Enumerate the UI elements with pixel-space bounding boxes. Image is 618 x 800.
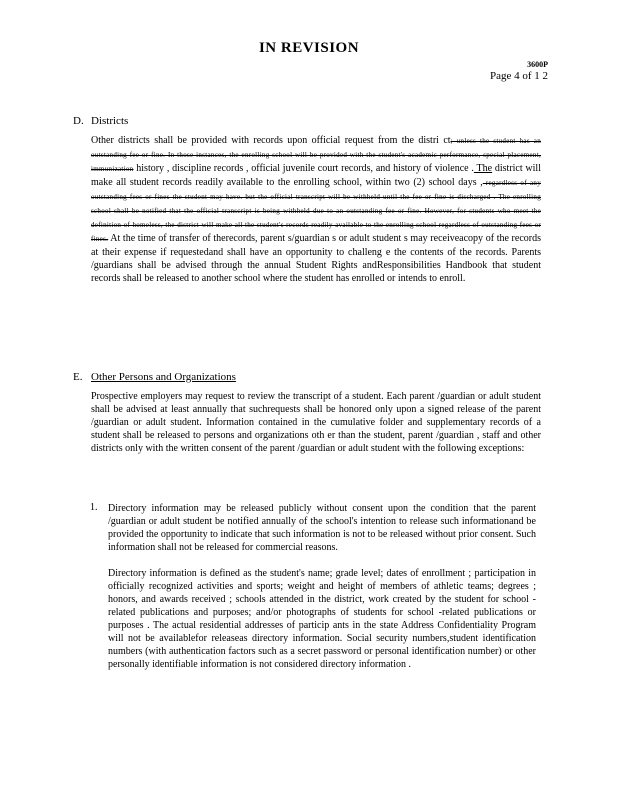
- page-number: Page 4 of 1 2: [489, 70, 548, 82]
- section-d-text-2: history , discipline records , official juvenile court records, and history of violence .: [133, 163, 474, 174]
- list-item-1-number: 1.: [90, 502, 98, 513]
- section-d-struck-1: ; unless the student has an outstanding fee or fine. In those instances, the enrolling school will be provided with the student's academic performance, special placement, immunization: [91, 137, 541, 173]
- policy-number: 3600P: [527, 60, 548, 69]
- section-d-letter: D.: [73, 115, 84, 127]
- section-e-text: Prospective employers may request to review the transcript of a student. Each parent /guardian or adult student shall be advised at least annually that suchrequests shall be honored only upon a signed release of the parent /guardian or adult student. Information contained in the cumulative folder and supplementary records of a student shall be released to persons and organizations oth er than the student, parent /guardian , staff and other districts only with the written consent of the parent /guardian or adult student with the following exceptions:: [91, 391, 541, 454]
- section-d-text-1: Other districts shall be provided with records upon official request from the distri ct: [91, 135, 451, 146]
- section-e-letter: E.: [73, 371, 83, 383]
- section-d-heading: Districts: [91, 115, 129, 127]
- directory-info-paragraph: Directory information may be released publicly without consent upon the condition that the parent /guardian or adult student be notified annually of the school's intention to release such informationand be provided the opportunity to indicate that such information is not to be released without prior consent. Such information shall not be released for commercial reasons.: [108, 503, 536, 553]
- section-e-heading: Other Persons and Organizations: [91, 371, 236, 383]
- section-e-body: [91, 390, 541, 455]
- directory-info-definition: Directory information is defined as the student's name; grade level; dates of enrollment ; participation in officially recognized activities and sports; weight and height of members of athletic teams; degrees ; honors, and awards received ; schools attended in the district, work created by the student for school -related publications and purposes; and/or photographs of students for school -related publications or purposes . The actual residential addresses of particip ants in the state Address Confidentiality Program will not be availablefor releaseas directory information. Social security numbers,student identification numbers (with authentication factors such as a secret password or personal identification number) or other personally identifiable information is not considered directory information .: [108, 568, 536, 670]
- section-d-body: [91, 134, 541, 285]
- section-d-struck-2: regardless of any outstanding fees or fines the student may have. but the official transcript will be withheld until the fee or fine is discharged . The enrolling school shall be notified that the official transcript is being withheld due to an outstanding fee or fine. However, for students who meet the definition of homeless, the district will make all the student's records readily available to the enrolling school regardless of outstanding fees or fines.: [91, 179, 542, 243]
- section-d-text-3: district will make all student records readily available to the enrolling school,: [91, 163, 541, 188]
- page-title: IN REVISION: [258, 40, 360, 56]
- list-item-1-body: [108, 502, 536, 684]
- section-d-inserted-1: The: [473, 163, 493, 174]
- section-d-inserted-2: within two (2) school days ,: [361, 177, 483, 188]
- section-d-text-4: At the time of transfer of therecords, parent s/guardian s or adult student s may receiveacopy of the records at their expense if requestedand shall have an opportunity to challeng e the contents of the records. Parents /guardians shall be advised through the annual Student Rights andResponsibilities Handbook that student records shall be released to another school where the student has enrolled or intends to enroll.: [91, 233, 541, 284]
